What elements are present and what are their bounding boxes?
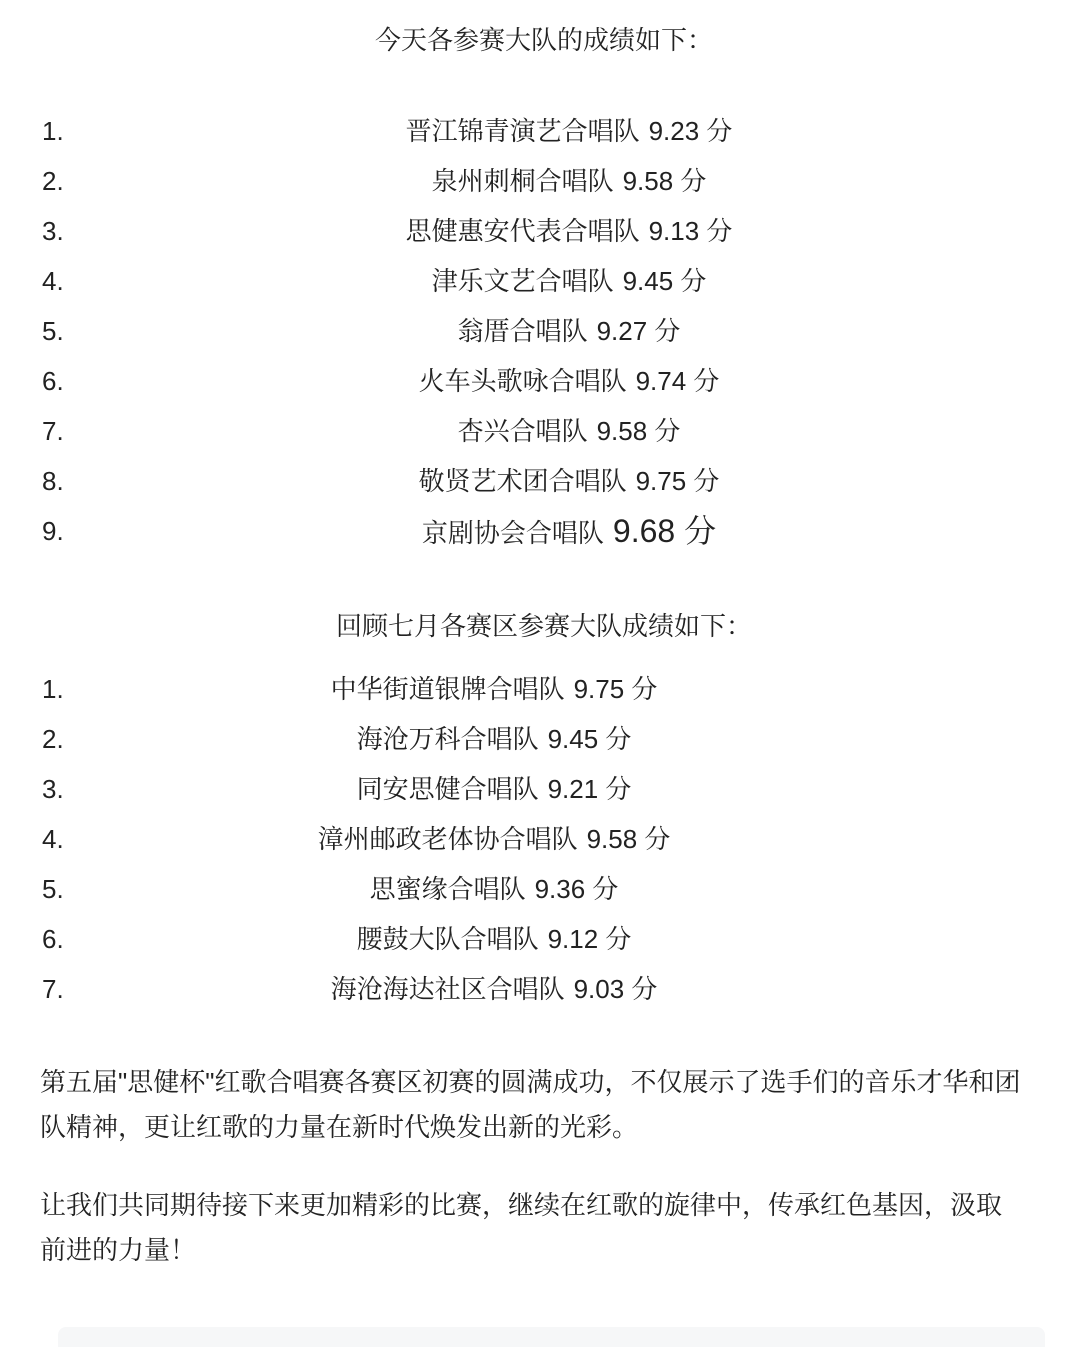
team-score: 9.27 分 [596, 316, 681, 346]
team-score: 9.03 分 [573, 974, 658, 1004]
team-score: 9.13 分 [648, 216, 733, 246]
rank-number: 2. [42, 166, 64, 196]
team-name: 敬贤艺术团合唱队 [418, 466, 627, 496]
today-results-list [0, 106, 1088, 556]
july-results-list [0, 664, 1088, 1014]
team-score: 9.58 分 [622, 166, 707, 196]
team-score: 9.74 分 [635, 366, 720, 396]
result-row [0, 106, 1088, 156]
rank-number: 4. [42, 266, 64, 296]
result-row [0, 256, 1088, 306]
team-name: 京剧协会合唱队 [421, 518, 604, 548]
team-score: 9.23 分 [648, 116, 733, 146]
result-row [0, 406, 1088, 456]
result-row [0, 456, 1088, 506]
closing-paragraph: 让我们共同期待接下来更加精彩的比赛，继续在红歌的旋律中，传承红色基因，汲取前进的力量！ [40, 1190, 1003, 1265]
rank-number: 2. [42, 724, 64, 754]
team-name: 中华街道银牌合唱队 [330, 674, 565, 704]
result-row [0, 764, 1088, 814]
rank-number: 5. [42, 316, 64, 346]
july-results-heading: 回顾七月各赛区参赛大队成绩如下： [335, 611, 752, 641]
team-name: 海沧万科合唱队 [356, 724, 539, 754]
rank-number: 1. [42, 116, 64, 146]
team-score: 9.21 分 [547, 774, 632, 804]
rank-number: 3. [42, 774, 64, 804]
team-name: 漳州邮政老体协合唱队 [317, 824, 578, 854]
team-score: 9.36 分 [534, 874, 619, 904]
next-card-preview [58, 1327, 1045, 1347]
rank-number: 9. [42, 516, 64, 546]
article-page [0, 22, 1088, 1273]
result-row [0, 156, 1088, 206]
team-score: 9.12 分 [547, 924, 632, 954]
team-name: 翁厝合唱队 [457, 316, 588, 346]
team-name: 思蜜缘合唱队 [369, 874, 526, 904]
result-row [0, 964, 1088, 1014]
team-name: 晋江锦青演艺合唱队 [405, 116, 640, 146]
result-row [0, 814, 1088, 864]
team-score: 9.45 分 [547, 724, 632, 754]
team-name: 思健惠安代表合唱队 [405, 216, 640, 246]
summary-paragraph: 第五届"思健杯"红歌合唱赛各赛区初赛的圆满成功，不仅展示了选手们的音乐才华和团队精神，更让红歌的力量在新时代焕发出新的光彩。 [40, 1067, 1021, 1142]
rank-number: 7. [42, 974, 64, 1004]
rank-number: 7. [42, 416, 64, 446]
result-row [0, 506, 1088, 556]
result-row [0, 864, 1088, 914]
result-row [0, 306, 1088, 356]
rank-number: 8. [42, 466, 64, 496]
result-row [0, 356, 1088, 406]
team-score: 9.75 分 [635, 466, 720, 496]
today-results-heading: 今天各参赛大队的成绩如下： [374, 25, 713, 55]
team-name: 海沧海达社区合唱队 [330, 974, 565, 1004]
team-score: 9.58 分 [596, 416, 681, 446]
rank-number: 6. [42, 924, 64, 954]
team-name: 津乐文艺合唱队 [431, 266, 614, 296]
result-row [0, 206, 1088, 256]
rank-number: 4. [42, 824, 64, 854]
team-score: 9.45 分 [622, 266, 707, 296]
rank-number: 3. [42, 216, 64, 246]
team-name: 腰鼓大队合唱队 [356, 924, 539, 954]
rank-number: 5. [42, 874, 64, 904]
result-row [0, 714, 1088, 764]
team-score: 9.58 分 [586, 824, 671, 854]
team-name: 火车头歌咏合唱队 [418, 366, 627, 396]
team-score: 9.68 分 [612, 513, 717, 549]
rank-number: 1. [42, 674, 64, 704]
rank-number: 6. [42, 366, 64, 396]
team-name: 同安思健合唱队 [356, 774, 539, 804]
result-row [0, 914, 1088, 964]
team-name: 泉州刺桐合唱队 [431, 166, 614, 196]
result-row [0, 664, 1088, 714]
team-score: 9.75 分 [573, 674, 658, 704]
team-name: 杏兴合唱队 [457, 416, 588, 446]
